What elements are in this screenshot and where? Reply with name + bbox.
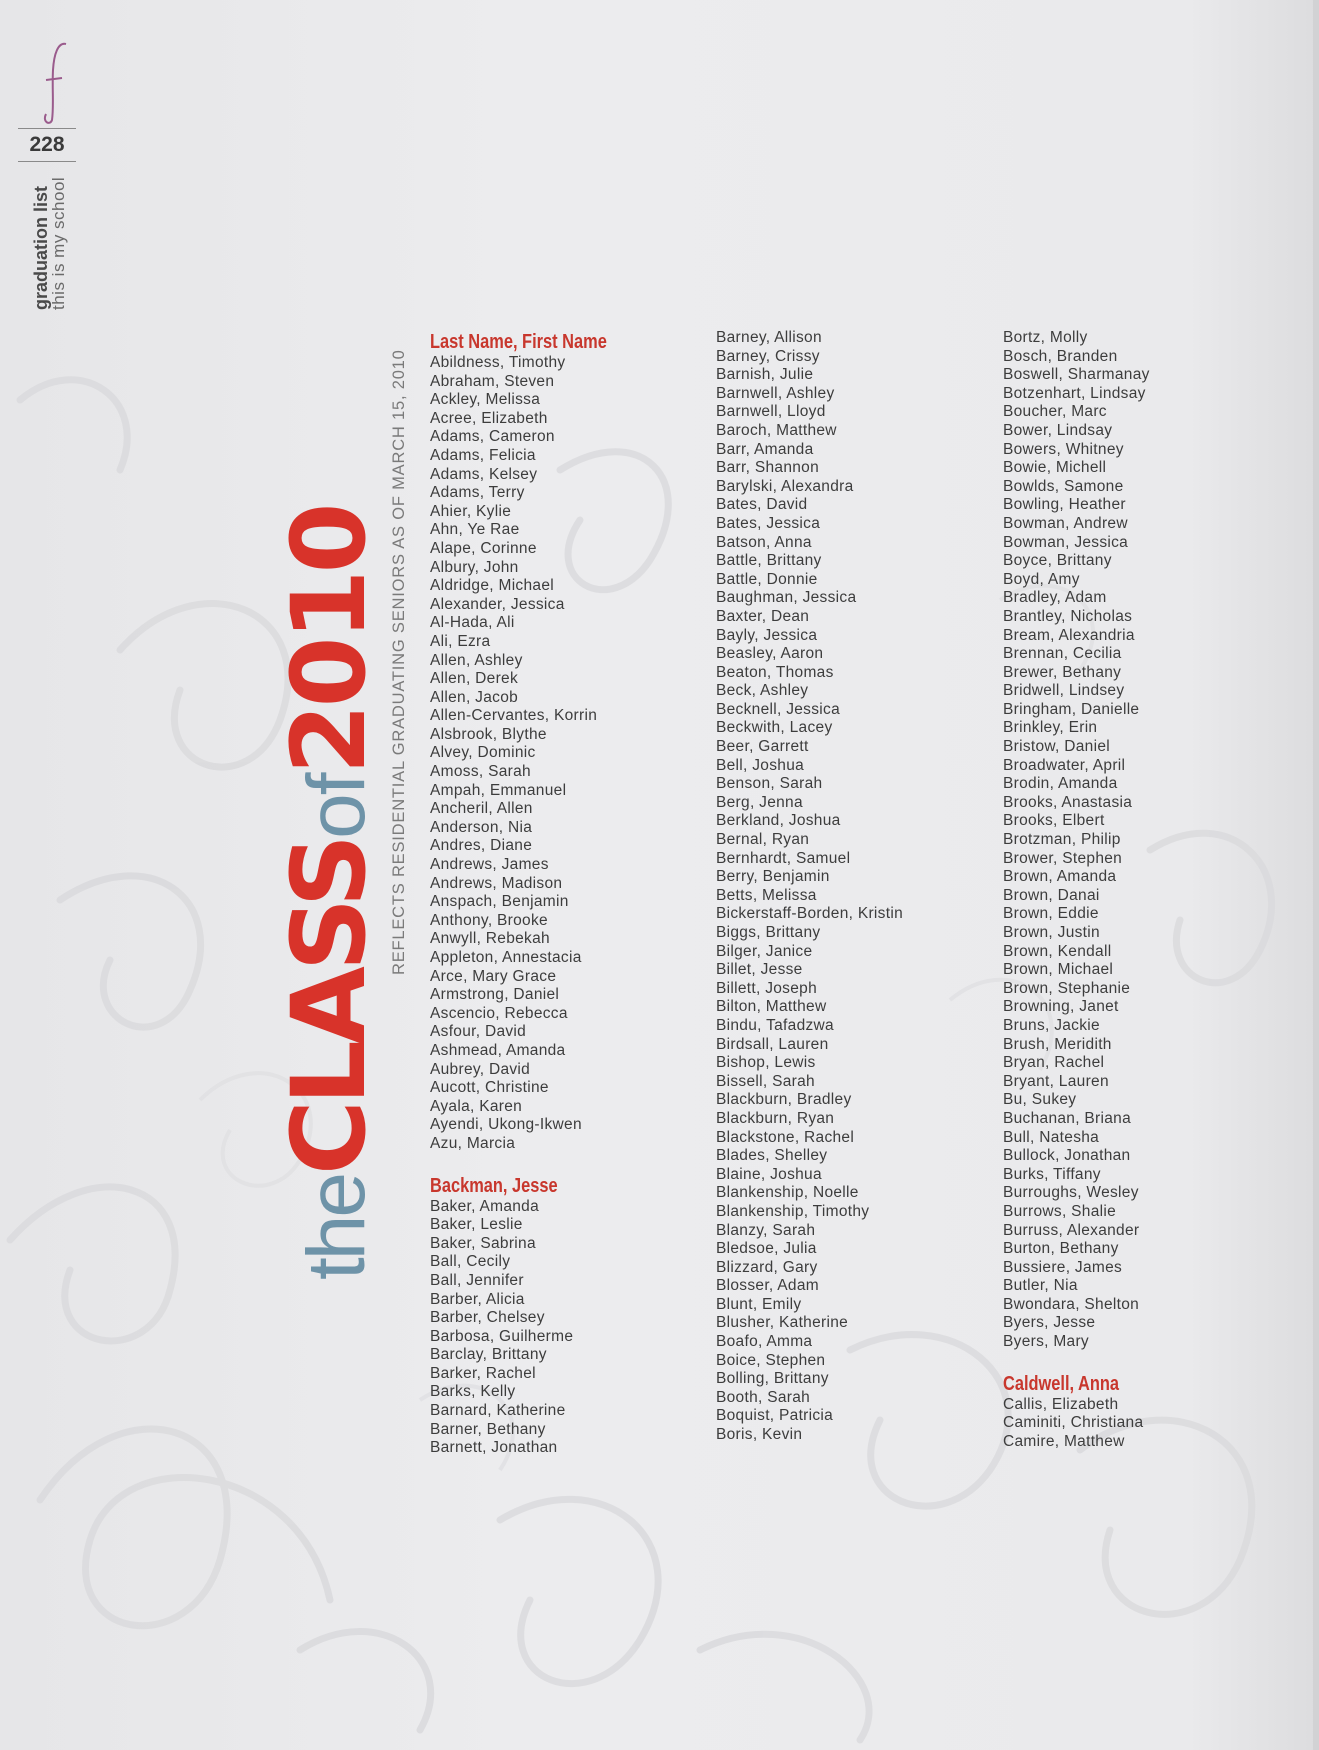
graduate-name: Anwyll, Rebekah xyxy=(430,930,550,948)
graduate-name: Boucher, Marc xyxy=(1003,403,1107,421)
graduate-name: Ayendi, Ukong-Ikwen xyxy=(430,1116,582,1134)
page-number: 228 xyxy=(29,133,65,156)
graduate-name: Allen-Cervantes, Korrin xyxy=(430,707,598,725)
graduate-name: Biggs, Brittany xyxy=(716,924,821,941)
graduate-name: Aucott, Christine xyxy=(430,1079,549,1097)
graduate-name: Bristow, Daniel xyxy=(1003,738,1111,756)
graduate-name: Bwondara, Shelton xyxy=(1003,1295,1140,1313)
graduate-name: Alexander, Jessica xyxy=(430,595,565,613)
graduate-name: Burton, Bethany xyxy=(1003,1240,1119,1258)
graduate-name: Anderson, Nia xyxy=(430,818,533,836)
graduate-name: Blades, Shelley xyxy=(716,1147,828,1165)
graduate-name: Ayala, Karen xyxy=(430,1097,523,1115)
graduate-name: Ahn, Ye Rae xyxy=(430,521,520,539)
graduate-name: Abraham, Steven xyxy=(430,372,555,390)
graduate-name: Armstrong, Daniel xyxy=(430,986,560,1004)
graduate-name: Bower, Lindsay xyxy=(1003,421,1113,439)
graduate-name: Boyd, Amy xyxy=(1003,570,1080,588)
graduate-name: Beck, Ashley xyxy=(716,682,809,700)
graduate-name: Beasley, Aaron xyxy=(716,645,824,663)
graduate-name: Baughman, Jessica xyxy=(716,589,857,607)
graduate-name: Bowling, Heather xyxy=(1003,496,1126,514)
graduate-name: Billett, Joseph xyxy=(716,979,817,997)
graduate-name: Blackburn, Ryan xyxy=(716,1109,835,1127)
graduate-name: Amoss, Sarah xyxy=(430,763,531,781)
graduate-name: Ascencio, Rebecca xyxy=(430,1004,568,1022)
graduate-name: Brooks, Anastasia xyxy=(1003,793,1133,811)
tagline: this is my school xyxy=(49,176,68,310)
graduate-name: Blizzard, Gary xyxy=(716,1258,818,1276)
graduate-name: Bell, Joshua xyxy=(716,756,805,774)
name-column-1 xyxy=(430,330,680,1458)
graduate-name: Bowie, Michell xyxy=(1003,459,1107,477)
graduate-name: Blackstone, Rachel xyxy=(716,1128,855,1146)
graduate-name: Burrows, Shalie xyxy=(1003,1202,1117,1220)
graduate-name: Brown, Kendall xyxy=(1003,942,1112,960)
header-rule-bottom xyxy=(18,161,76,162)
graduate-name: Brown, Eddie xyxy=(1003,905,1099,923)
graduate-name: Ampah, Emmanuel xyxy=(430,781,567,799)
graduate-name: Adams, Terry xyxy=(430,484,525,502)
graduate-name: Beckwith, Lacey xyxy=(716,719,833,737)
graduate-name: Allen, Ashley xyxy=(430,651,523,669)
title-of: of xyxy=(291,774,382,839)
graduate-name: Adams, Cameron xyxy=(430,428,555,446)
graduate-name: Butler, Nia xyxy=(1003,1277,1078,1295)
graduate-name: Bilton, Matthew xyxy=(716,998,827,1016)
graduate-name: Brennan, Cecilia xyxy=(1003,645,1122,663)
graduate-name: Ball, Jennifer xyxy=(430,1271,524,1289)
graduate-name: Berkland, Joshua xyxy=(716,812,841,830)
graduate-name: Barnwell, Lloyd xyxy=(716,403,826,421)
graduate-name: Bernhardt, Samuel xyxy=(716,849,851,867)
graduate-name: Blaine, Joshua xyxy=(716,1165,822,1183)
graduate-name: Boafo, Amma xyxy=(716,1333,813,1351)
graduate-name: Boice, Stephen xyxy=(716,1351,826,1369)
graduate-name: Bussiere, James xyxy=(1003,1258,1123,1276)
graduate-name: Burks, Tiffany xyxy=(1003,1165,1101,1183)
graduate-name: Barney, Crissy xyxy=(716,347,820,365)
graduate-name: Bringham, Danielle xyxy=(1003,700,1140,718)
graduate-name: Alvey, Dominic xyxy=(430,744,536,762)
graduate-name: Berg, Jenna xyxy=(716,793,803,811)
graduate-name: Bissell, Sarah xyxy=(716,1072,815,1090)
graduate-name: Alsbrook, Blythe xyxy=(430,725,547,743)
title-class: CLASS xyxy=(270,838,389,1175)
graduate-name: Acree, Elizabeth xyxy=(430,409,548,427)
graduate-name: Bernal, Ryan xyxy=(716,831,810,849)
column-heading: Caldwell, Anna xyxy=(1003,1372,1120,1395)
graduate-name: Andrews, Madison xyxy=(430,874,563,892)
graduate-name: Bayly, Jessica xyxy=(716,626,818,644)
graduate-name: Ali, Ezra xyxy=(430,632,491,650)
graduate-name: Barnish, Julie xyxy=(716,366,814,384)
graduate-name: Asfour, David xyxy=(430,1023,527,1041)
graduate-name: Allen, Jacob xyxy=(430,688,519,706)
title-subtitle: REFLECTS RESIDENTIAL GRADUATING SENIORS AS OF MARCH 15, 2010 xyxy=(390,349,408,975)
graduate-name: Baker, Sabrina xyxy=(430,1234,536,1252)
graduate-name: Birdsall, Lauren xyxy=(716,1035,829,1053)
graduate-name: Brown, Amanda xyxy=(1003,868,1117,886)
graduate-name: Betts, Melissa xyxy=(716,886,817,904)
graduate-name: Barr, Amanda xyxy=(716,440,814,458)
graduate-name: Browning, Janet xyxy=(1003,998,1119,1016)
graduate-name: Brower, Stephen xyxy=(1003,849,1123,867)
graduate-name: Bowman, Andrew xyxy=(1003,514,1128,532)
graduate-name: Bolling, Brittany xyxy=(716,1370,829,1388)
column-heading: Backman, Jesse xyxy=(430,1174,558,1197)
graduate-name: Barnwell, Ashley xyxy=(716,384,835,402)
graduate-name: Barber, Alicia xyxy=(430,1290,525,1308)
graduate-name: Bilger, Janice xyxy=(716,942,813,960)
graduate-name: Beer, Garrett xyxy=(716,738,809,756)
header-rule-top xyxy=(18,128,76,129)
graduate-name: Bowlds, Samone xyxy=(1003,477,1124,495)
graduate-name: Azu, Marcia xyxy=(430,1134,516,1152)
graduate-name: Albury, John xyxy=(430,558,519,576)
graduate-name: Barbosa, Guilherme xyxy=(430,1327,574,1345)
graduate-name: Blackburn, Bradley xyxy=(716,1091,852,1109)
graduate-name: Beaton, Thomas xyxy=(716,663,834,681)
graduate-name: Brown, Danai xyxy=(1003,886,1100,904)
column-heading: Last Name, First Name xyxy=(430,331,607,353)
graduate-name: Baker, Leslie xyxy=(430,1216,523,1234)
graduate-name: Anthony, Brooke xyxy=(430,911,548,929)
title-the: the xyxy=(291,1175,382,1280)
graduate-name: Burruss, Alexander xyxy=(1003,1221,1140,1239)
graduate-name: Bosch, Branden xyxy=(1003,347,1118,365)
graduate-name: Berry, Benjamin xyxy=(716,868,830,886)
graduate-name: Boris, Kevin xyxy=(716,1426,803,1444)
graduate-name: Baxter, Dean xyxy=(716,607,810,625)
section-gap xyxy=(1003,1352,1253,1372)
graduate-name: Bullock, Jonathan xyxy=(1003,1147,1131,1165)
graduate-name: Byers, Mary xyxy=(1003,1333,1089,1351)
graduate-name: Battle, Brittany xyxy=(716,552,822,570)
graduate-name: Aubrey, David xyxy=(430,1060,531,1078)
graduate-name: Barber, Chelsey xyxy=(430,1309,545,1327)
graduate-name: Caminiti, Christiana xyxy=(1003,1414,1144,1432)
page-header xyxy=(14,40,74,320)
graduate-name: Barner, Bethany xyxy=(430,1420,546,1438)
class-title xyxy=(270,506,389,1280)
graduate-name: Allen, Derek xyxy=(430,670,519,688)
graduate-name: Bates, Jessica xyxy=(716,514,821,532)
graduate-name: Blankenship, Timothy xyxy=(716,1202,870,1220)
graduate-name: Bowman, Jessica xyxy=(1003,533,1129,551)
graduate-name: Bates, David xyxy=(716,496,808,514)
graduate-name: Brinkley, Erin xyxy=(1003,719,1098,737)
graduate-name: Boswell, Sharmanay xyxy=(1003,366,1150,384)
graduate-name: Anspach, Benjamin xyxy=(430,893,569,911)
graduate-name: Brooks, Elbert xyxy=(1003,812,1105,830)
graduate-name: Barney, Allison xyxy=(716,329,822,346)
graduate-name: Adams, Felicia xyxy=(430,446,536,464)
graduate-name: Baroch, Matthew xyxy=(716,421,837,439)
graduate-name: Barr, Shannon xyxy=(716,459,819,477)
page-edge-shadow xyxy=(1313,0,1319,1750)
graduate-name: Becknell, Jessica xyxy=(716,700,840,718)
graduate-name: Abildness, Timothy xyxy=(430,354,566,371)
graduate-name: Arce, Mary Grace xyxy=(430,967,557,985)
section-label: graduation list xyxy=(31,185,51,310)
graduate-name: Barylski, Alexandra xyxy=(716,477,854,495)
graduate-name: Al-Hada, Ali xyxy=(430,614,515,632)
graduate-name: Barks, Kelly xyxy=(430,1383,516,1401)
graduate-name: Battle, Donnie xyxy=(716,570,818,588)
graduate-name: Brewer, Bethany xyxy=(1003,663,1122,681)
graduate-name: Bruns, Jackie xyxy=(1003,1016,1100,1034)
graduate-name: Brush, Meridith xyxy=(1003,1035,1112,1053)
graduate-name: Benson, Sarah xyxy=(716,775,823,793)
graduate-name: Broadwater, April xyxy=(1003,756,1126,774)
graduate-name: Blanzy, Sarah xyxy=(716,1221,816,1239)
graduate-name: Barclay, Brittany xyxy=(430,1346,547,1364)
section-header-vertical xyxy=(32,177,68,310)
graduate-name: Burroughs, Wesley xyxy=(1003,1184,1139,1202)
graduate-name: Bindu, Tafadzwa xyxy=(716,1016,834,1034)
graduate-name: Bryant, Lauren xyxy=(1003,1072,1109,1090)
graduate-name: Bryan, Rachel xyxy=(1003,1054,1105,1072)
graduate-name: Batson, Anna xyxy=(716,533,812,551)
script-f-logo-icon xyxy=(36,40,76,124)
graduate-name: Brantley, Nicholas xyxy=(1003,607,1133,625)
graduate-name: Callis, Elizabeth xyxy=(1003,1395,1119,1413)
graduate-name: Bortz, Molly xyxy=(1003,329,1088,346)
graduate-name: Camire, Matthew xyxy=(1003,1432,1125,1450)
graduate-name: Brown, Stephanie xyxy=(1003,979,1131,997)
graduate-name: Blusher, Katherine xyxy=(716,1314,849,1332)
graduate-name: Bledsoe, Julia xyxy=(716,1240,817,1258)
graduate-name: Billet, Jesse xyxy=(716,961,803,979)
name-column-2 xyxy=(716,329,966,1445)
graduate-name: Ball, Cecily xyxy=(430,1253,511,1271)
graduate-name: Botzenhart, Lindsay xyxy=(1003,384,1146,402)
graduate-name: Booth, Sarah xyxy=(716,1388,811,1406)
graduate-name: Bu, Sukey xyxy=(1003,1091,1077,1109)
graduate-name: Brodin, Amanda xyxy=(1003,775,1118,793)
graduate-name: Baker, Amanda xyxy=(430,1197,540,1215)
title-year: 2010 xyxy=(270,506,389,775)
graduate-name: Appleton, Annestacia xyxy=(430,949,582,966)
section-gap xyxy=(430,1154,680,1174)
graduate-name: Bridwell, Lindsey xyxy=(1003,682,1125,700)
graduate-name: Bull, Natesha xyxy=(1003,1128,1100,1146)
graduate-name: Bream, Alexandria xyxy=(1003,626,1135,644)
graduate-name: Ahier, Kylie xyxy=(430,502,512,520)
graduate-name: Ashmead, Amanda xyxy=(430,1041,566,1059)
graduate-name: Brown, Justin xyxy=(1003,924,1100,941)
graduate-name: Blosser, Adam xyxy=(716,1277,819,1295)
graduate-name: Aldridge, Michael xyxy=(430,577,554,595)
graduate-name: Barnard, Katherine xyxy=(430,1402,566,1420)
name-column-3 xyxy=(1003,329,1253,1451)
graduate-name: Buchanan, Briana xyxy=(1003,1109,1132,1127)
graduate-name: Blunt, Emily xyxy=(716,1295,802,1313)
graduate-name: Ackley, Melissa xyxy=(430,391,541,409)
graduate-name: Alape, Corinne xyxy=(430,539,537,557)
graduate-name: Andres, Diane xyxy=(430,837,533,855)
graduate-name: Ancheril, Allen xyxy=(430,800,533,818)
graduate-name: Barker, Rachel xyxy=(430,1364,536,1382)
graduate-name: Boquist, Patricia xyxy=(716,1407,834,1425)
graduate-name: Byers, Jesse xyxy=(1003,1314,1096,1332)
graduate-name: Brotzman, Philip xyxy=(1003,831,1121,849)
graduate-name: Bradley, Adam xyxy=(1003,589,1107,607)
graduate-name: Bowers, Whitney xyxy=(1003,440,1124,458)
graduate-name: Barnett, Jonathan xyxy=(430,1439,558,1457)
graduate-name: Andrews, James xyxy=(430,856,549,874)
graduate-name: Brown, Michael xyxy=(1003,961,1114,979)
graduate-name: Bishop, Lewis xyxy=(716,1054,816,1072)
graduate-name: Adams, Kelsey xyxy=(430,465,538,483)
graduate-name: Boyce, Brittany xyxy=(1003,552,1112,570)
graduate-name: Blankenship, Noelle xyxy=(716,1184,859,1202)
graduate-name: Bickerstaff-Borden, Kristin xyxy=(716,905,903,923)
